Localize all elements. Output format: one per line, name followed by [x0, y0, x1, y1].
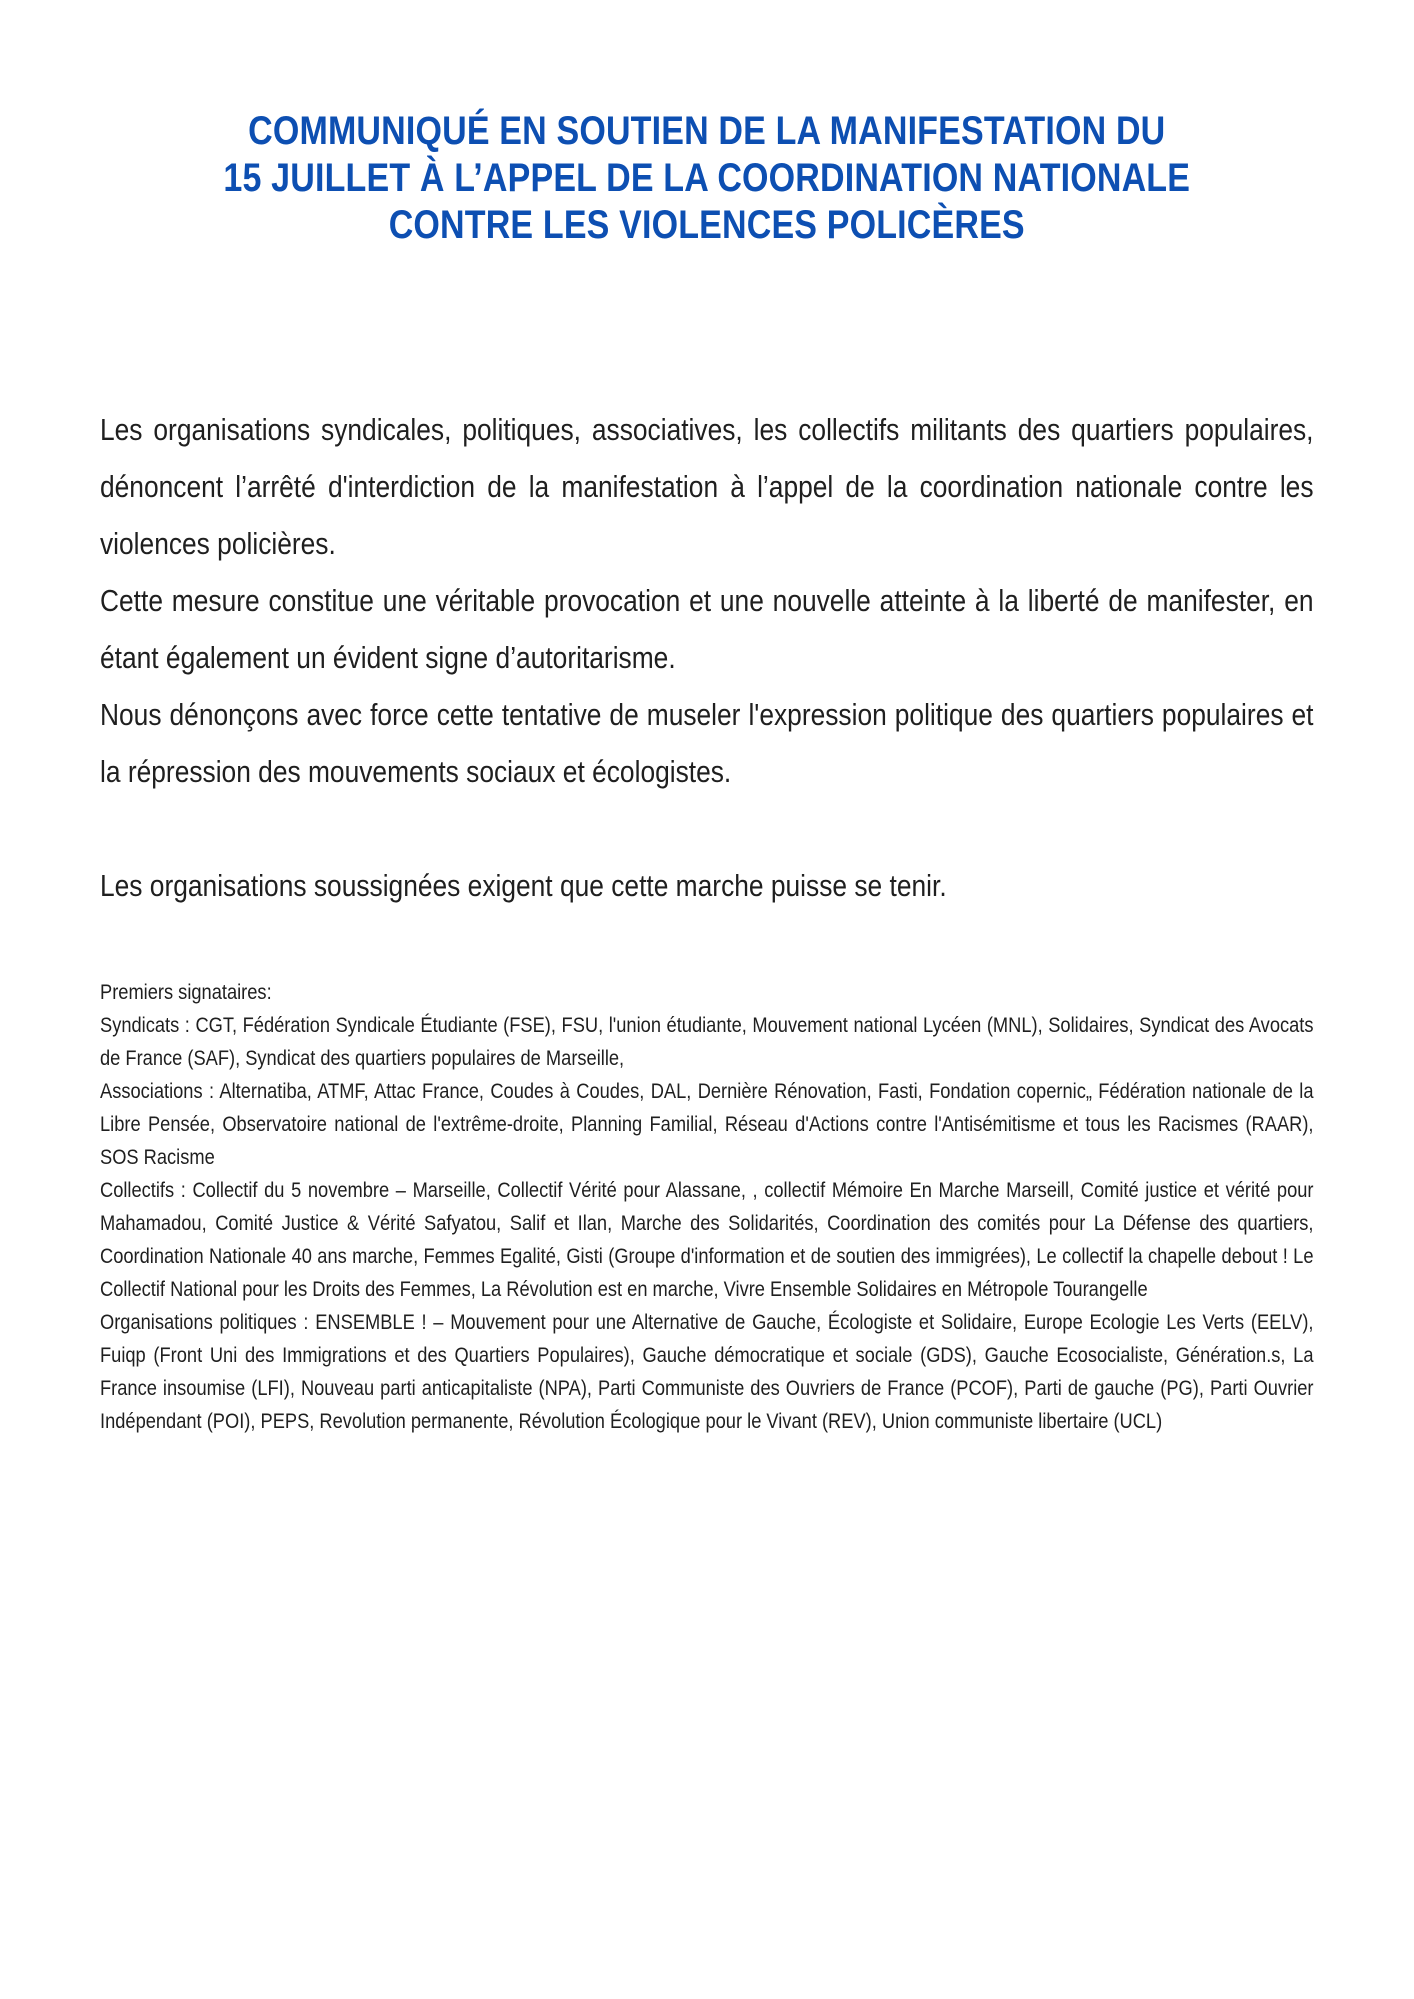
- signatories-syndicats: Syndicats : CGT, Fédération Syndicale Étudiante (FSE), FSU, l'union étudiante, Mouvement national Lycéen (MNL), Solidaires, Syndicat des Avocats de France (SAF), Syndicat des quartiers populaires de Marseille,: [100, 1013, 1314, 1070]
- signatories-associations: Associations : Alternatiba, ATMF, Attac France, Coudes à Coudes, DAL, Dernière Rénovation, Fasti, Fondation copernic„ Fédération nationale de la Libre Pensée, Observatoire national de l'extrême-droite, Planning Familial, Réseau d'Actions contre l'Antisémitisme et tous les Racismes (RAAR), SOS Racisme: [100, 1079, 1314, 1169]
- signatories-collectifs: Collectifs : Collectif du 5 novembre – Marseille, Collectif Vérité pour Alassane, , collectif Mémoire En Marche Marseill, Comité justice et vérité pour Mahamadou, Comité Justice & Vérité Safyatou, Salif et Ilan, Marche des Solidarités, Coordination des comités pour La Défense des quartiers, Coordination Nationale 40 ans marche, Femmes Egalité, Gisti (Groupe d'information et de soutien des immigrées), Le collectif la chapelle debout ! Le Collectif National pour les Droits des Femmes, La Révolution est en marche, Vivre Ensemble Solidaires en Métropole Tourangelle: [100, 1178, 1314, 1301]
- signatories-section: [100, 976, 1314, 1438]
- paragraph-denonciation: Les organisations syndicales, politiques, associatives, les collectifs militants des quartiers populaires, dénoncent l’arrêté d'interdiction de la manifestation à l’appel de la coordination nationale contre les violences policières.: [100, 412, 1314, 561]
- paragraph-provocation: Cette mesure constitue une véritable provocation et une nouvelle atteinte à la liberté de manifester, en étant également un évident signe d’autoritarisme.: [100, 583, 1314, 675]
- title-line-3: CONTRE LES VIOLENCES POLICÈRES: [388, 203, 1025, 247]
- signatories-heading: Premiers signataires:: [100, 980, 272, 1004]
- paragraph-museler: Nous dénonçons avec force cette tentative de museler l'expression politique des quartiers populaires et la répression des mouvements sociaux et écologistes.: [100, 697, 1314, 789]
- signatories-organisations-politiques: Organisations politiques : ENSEMBLE ! – Mouvement pour une Alternative de Gauche, Écologiste et Solidaire, Europe Ecologie Les Verts (EELV), Fuiqp (Front Uni des Immigrations et des Quartiers Populaires), Gauche démocratique et sociale (GDS), Gauche Ecosocialiste, Génération.s, La France insoumise (LFI), Nouveau parti anticapitaliste (NPA), Parti Communiste des Ouvriers de France (PCOF), Parti de gauche (PG), Parti Ouvrier Indépendant (POI), PEPS, Revolution permanente, Révolution Écologique pour le Vivant (REV), Union communiste libertaire (UCL): [100, 1310, 1314, 1433]
- body-text: [100, 401, 1314, 914]
- title-line-1: COMMUNIQUÉ EN SOUTIEN DE LA MANIFESTATION DU: [248, 109, 1166, 153]
- document-title: [100, 108, 1314, 249]
- title-line-2: 15 JUILLET À L’APPEL DE LA COORDINATION NATIONALE: [223, 156, 1191, 200]
- paragraph-exigence: Les organisations soussignées exigent que cette marche puisse se tenir.: [100, 868, 947, 903]
